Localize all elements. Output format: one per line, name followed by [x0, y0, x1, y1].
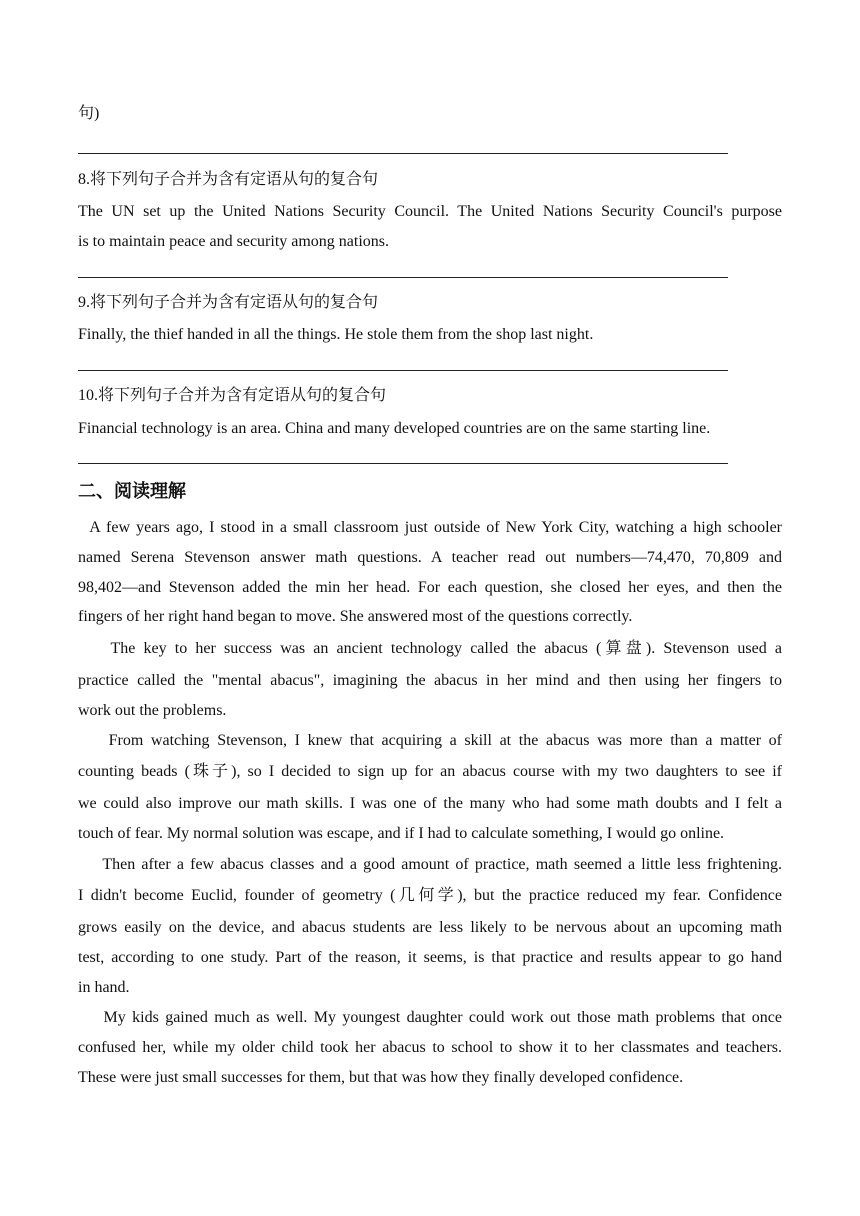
reading-p2-line-2: practice called the "mental abacus", imagining the abacus in her mind and then using her fingers to [78, 672, 782, 689]
previous-question-tail: 句) [78, 105, 100, 122]
reading-p5-line-1: My kids gained much as well. My youngest daughter could work out those math problems that once [78, 1009, 782, 1026]
question-9-text-line-1: Finally, the thief handed in all the things. He stole them from the shop last night. [78, 326, 594, 343]
answer-line-9[interactable] [78, 370, 728, 371]
question-10-text-line-1: Financial technology is an area. China and many developed countries are on the same starting line. [78, 420, 711, 437]
reading-p3-line-2: counting beads (珠子), so I decided to sign up for an abacus course with my two daughters to see if [78, 763, 782, 780]
reading-p2-line-1: The key to her success was an ancient technology called the abacus (算盘). Stevenson used a [78, 640, 782, 657]
reading-p4-line-2: I didn't become Euclid, founder of geometry (几何学), but the practice reduced my fear. Confidence [78, 887, 782, 904]
answer-line-8[interactable] [78, 277, 728, 278]
reading-p1-line-4: fingers of her right hand began to move. She answered most of the questions correctly. [78, 608, 633, 625]
section-title-reading: 二、阅读理解 [78, 481, 186, 502]
answer-line-10[interactable] [78, 463, 728, 464]
reading-p1-line-2: named Serena Stevenson answer math questions. A teacher read out numbers—74,470, 70,809 and [78, 549, 782, 566]
reading-p4-line-3: grows easily on the device, and abacus students are less likely to be nervous about an upcoming math [78, 919, 782, 936]
question-10-heading: 10.将下列句子合并为含有定语从句的复合句 [78, 387, 387, 404]
question-8-text-line-1: The UN set up the United Nations Security Council. The United Nations Security Council's purpose [78, 203, 782, 220]
reading-p5-line-2: confused her, while my older child took her abacus to school to show it to her classmates and teachers. [78, 1039, 782, 1056]
reading-p1-line-1: A few years ago, I stood in a small classroom just outside of New York City, watching a high schooler [78, 519, 782, 536]
question-8-text-line-2: is to maintain peace and security among nations. [78, 233, 390, 250]
question-8-heading: 8.将下列句子合并为含有定语从句的复合句 [78, 171, 379, 188]
reading-p3-line-4: touch of fear. My normal solution was escape, and if I had to calculate something, I would go online. [78, 825, 725, 842]
answer-line-7[interactable] [78, 153, 728, 154]
reading-p5-line-3: These were just small successes for them, but that was how they finally developed confidence. [78, 1069, 684, 1086]
reading-p1-line-3: 98,402—and Stevenson added the min her head. For each question, she closed her eyes, and then the [78, 579, 782, 596]
question-9-heading: 9.将下列句子合并为含有定语从句的复合句 [78, 294, 379, 311]
reading-p3-line-3: we could also improve our math skills. I was one of the many who had some math doubts and I felt a [78, 795, 782, 812]
reading-p3-line-1: From watching Stevenson, I knew that acquiring a skill at the abacus was more than a matter of [78, 732, 782, 749]
reading-p4-line-5: in hand. [78, 979, 130, 996]
reading-p2-line-3: work out the problems. [78, 702, 227, 719]
reading-p4-line-1: Then after a few abacus classes and a good amount of practice, math seemed a little less frightening. [78, 856, 782, 873]
reading-p4-line-4: test, according to one study. Part of the reason, it seems, is that practice and results appear to go hand [78, 949, 782, 966]
